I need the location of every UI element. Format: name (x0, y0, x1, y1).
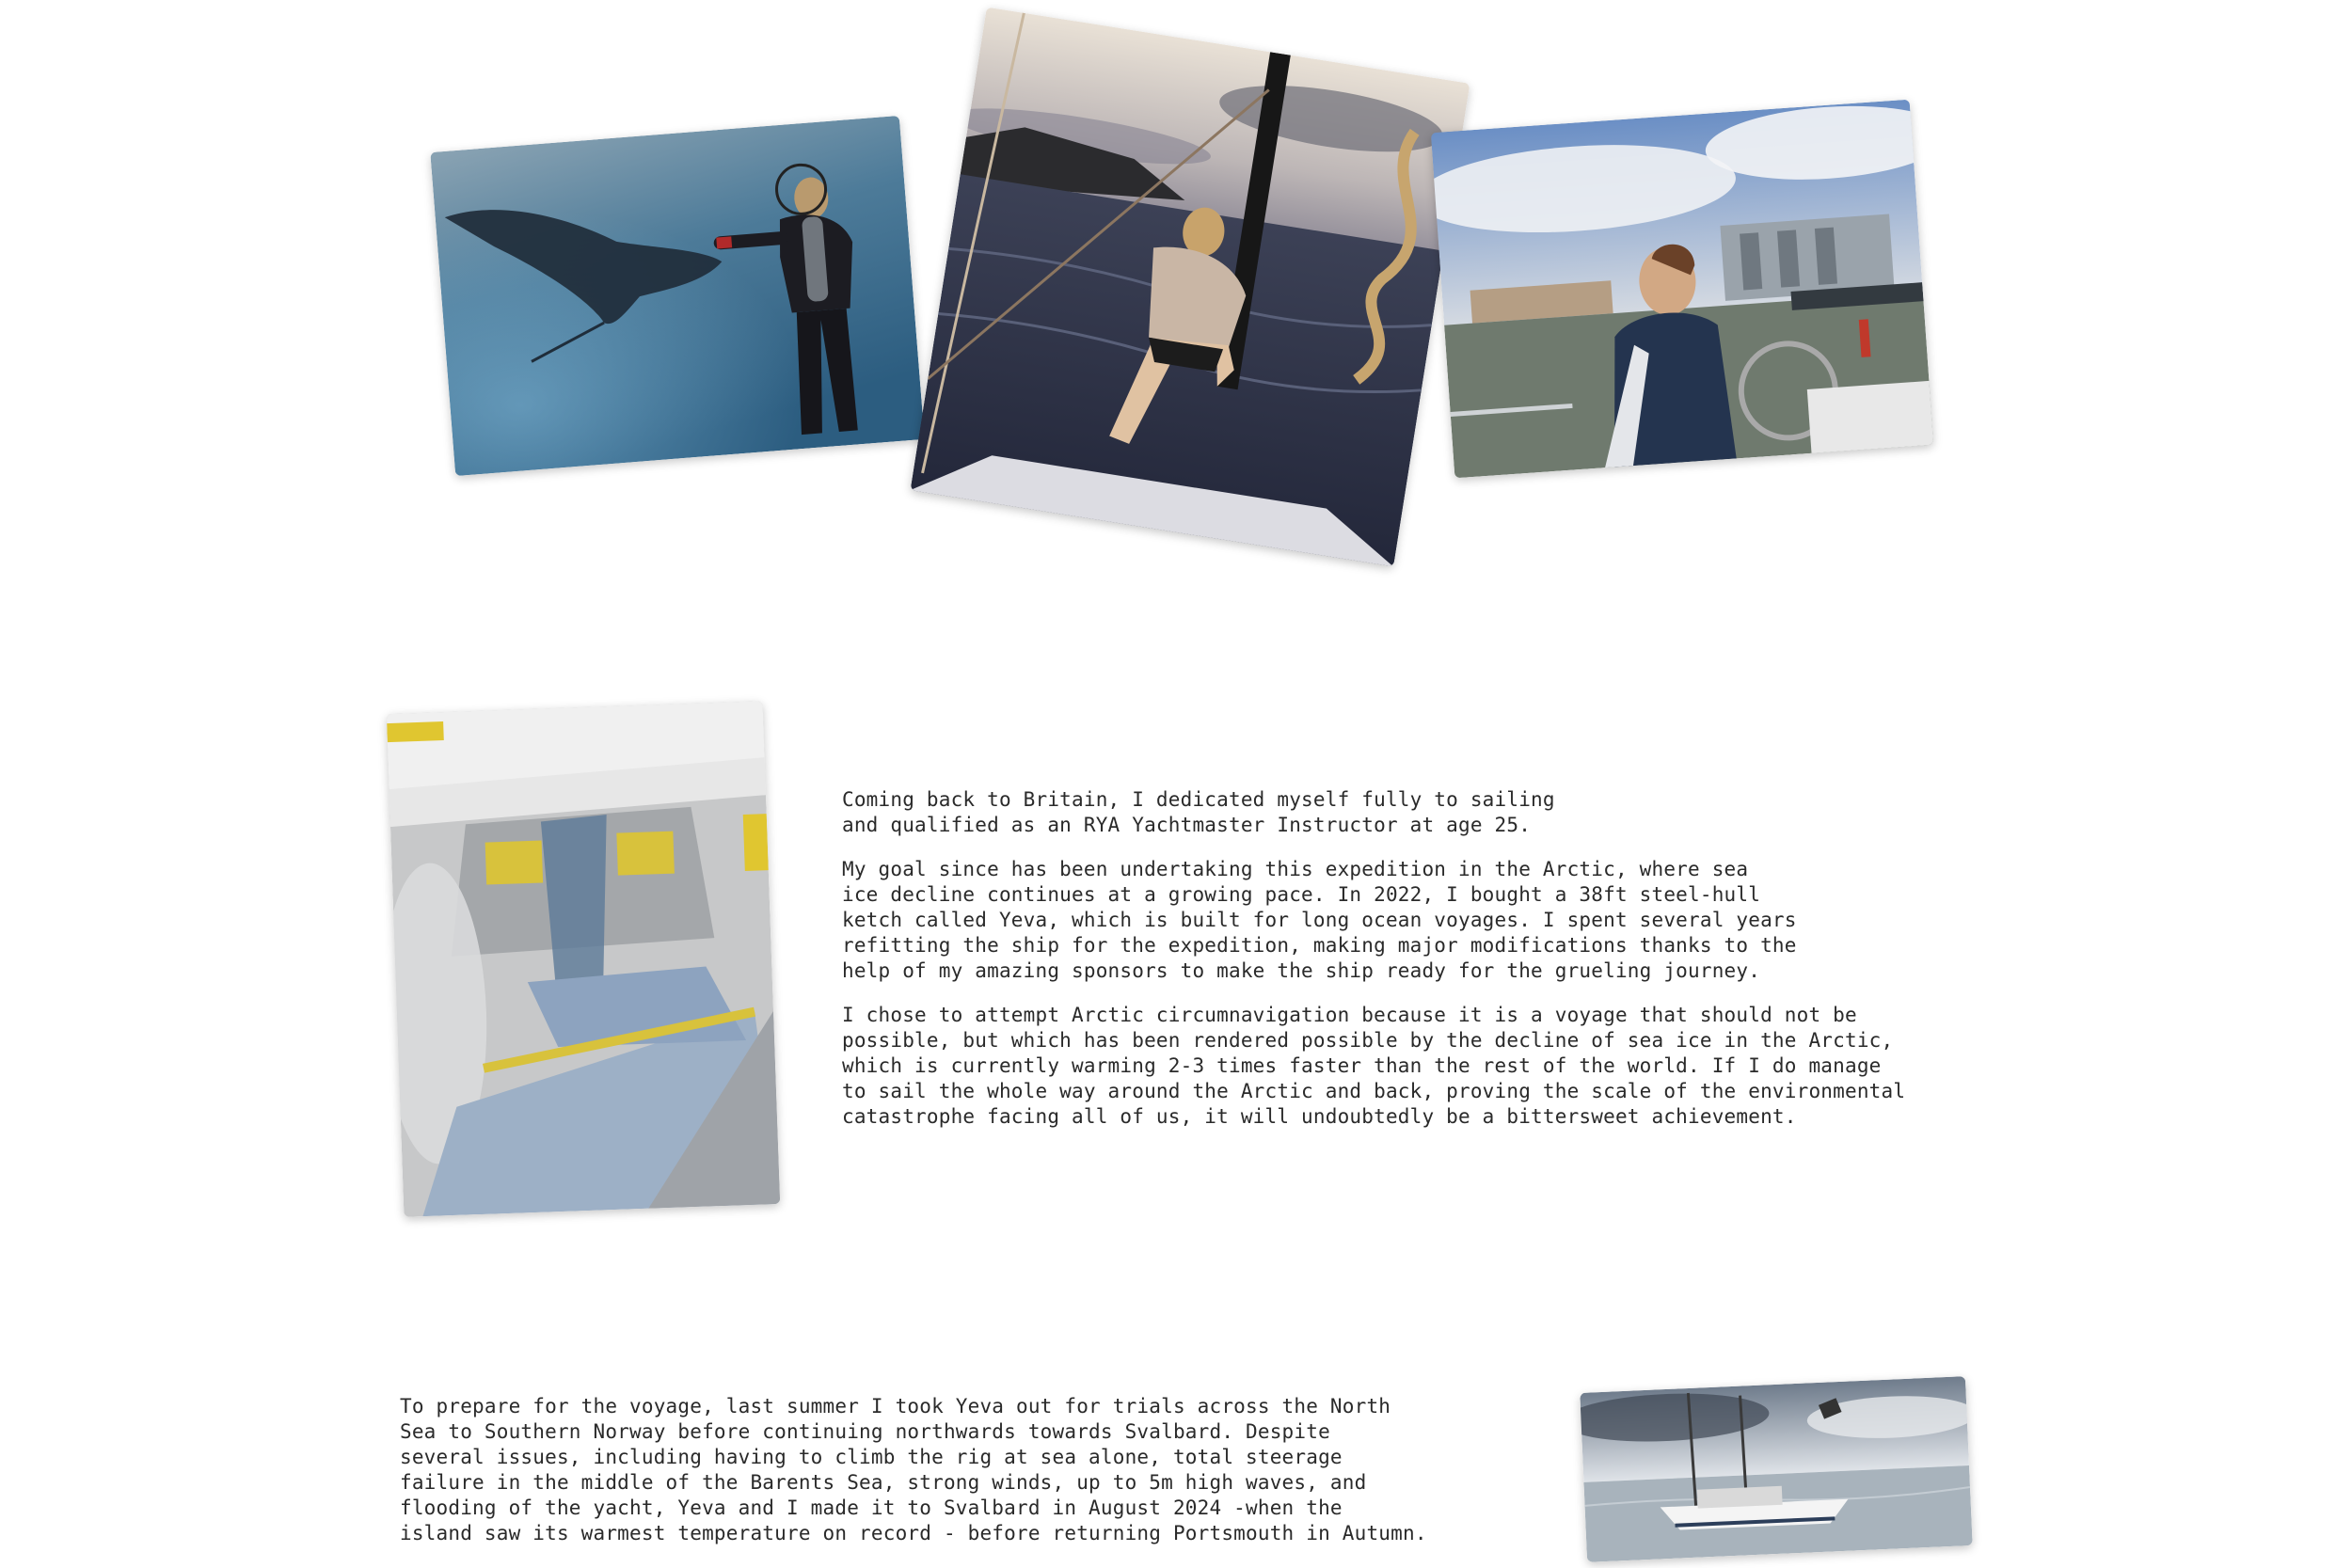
refit-paragraph-3: I chose to attempt Arctic circumnavigation because it is a voyage that should not be possible, but which has been rendered possible by the decline of sea ice in the Arctic, which is currently warming 2-3 times faster than the rest of the world. If I do manage to sail the whole way around the Arctic and back, proving the scale of the environmental catastrophe facing all of us, it will undoubtedly be a bittersweet achievement. (842, 1004, 1906, 1128)
trials-paragraph: To prepare for the voyage, last summer I took Yeva out for trials across the North Sea to Southern Norway before continuing northwards towards Svalbard. Despite several issues, including having to climb the rig at sea alone, total steerage failure in the middle of the Barents Sea, strong winds, up to 5m high waves, and flooding of the yacht, Yeva and I made it to Svalbard in August 2024 -when the island saw its warmest temperature on record - before returning Portsmouth in Autumn. (400, 1395, 1427, 1544)
refit-paragraph-1: Coming back to Britain, I dedicated myself fully to sailing and qualified as an RYA Yachtmaster Instructor at age 25. (842, 788, 1555, 836)
refit-text-block (842, 787, 2018, 1148)
sailor-at-helm-in-marina-photo (1431, 100, 1933, 479)
sailor-on-bow-at-sunset-photo (911, 8, 1470, 567)
refit-paragraph-2: My goal since has been undertaking this expedition in the Arctic, where sea ice decline continues at a growing pace. In 2022, I bought a 38ft steel-hull ketch called Yeva, which is built for long ocean voyages. I spent several years refitting the ship for the expedition, making major modifications thanks to the help of my amazing sponsors to make the ship ready for the grueling journey. (842, 858, 1797, 982)
trials-text-block (400, 1394, 1529, 1565)
boat-interior-refit-photo (387, 701, 780, 1217)
yacht-yeva-at-sea-photo (1580, 1376, 1972, 1562)
diver-with-manta-ray-photo (430, 116, 925, 476)
